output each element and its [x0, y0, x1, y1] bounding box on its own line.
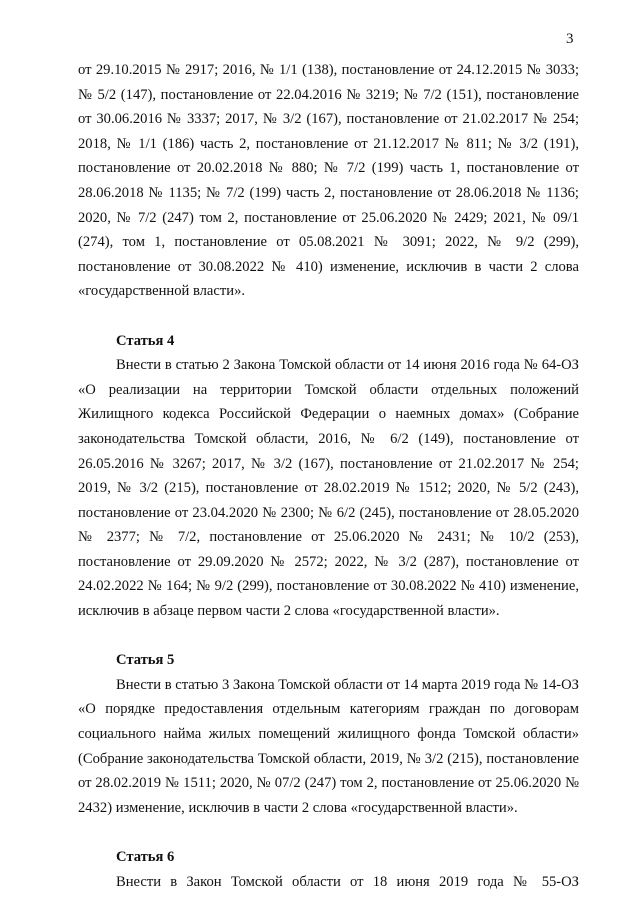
document-body — [78, 58, 579, 894]
paragraph-continuation: от 29.10.2015 № 2917; 2016, № 1/1 (138), постановление от 24.12.2015 № 3033; № 5/2 (147), постановление от 22.04.2016 № 3219; № 7/2 (151), постановление от 30.06.2016 № 3337; 2017, № 3/2 (167), постановление от 21.02.2017 № 254; 2018, № 1/1 (186) часть 2, постановление от 21.12.2017 № 811; № 3/2 (191), постановление от 20.02.2018 № 880; № 7/2 (199) часть 1, постановление от 28.06.2018 № 1135; № 7/2 (199) часть 2, постановление от 28.06.2018 № 1136; 2020, № 7/2 (247) том 2, постановление от 25.06.2020 № 2429; 2021, № 09/1 (274), том 1, постановление от 05.08.2021 № 3091; 2022, № 9/2 (299), постановление от 30.08.2022 № 410) изменение, исключив в части 2 слова «государственной власти». — [78, 62, 579, 300]
article-4-text: Внести в статью 2 Закона Томской области от 14 июня 2016 года № 64-ОЗ «О реализации на территории Томской области отдельных положений Жилищного кодекса Российской Федерации о наемных домах» (Собрание законодательства Томской области, 2016, № 6/2 (149), постановление от 26.05.2016 № 3267; 2017, № 3/2 (167), постановление от 21.02.2017 № 254; 2019, № 3/2 (215), постановление от 28.02.2019 № 1512; 2020, № 5/2 (243), постановление от 23.04.2020 № 2300; № 6/2 (245), постановление от 28.05.2020 № 2377; № 7/2, постановление от 25.06.2020 № 2431; № 10/2 (253), постановление от 29.09.2020 № 2572; 2022, № 3/2 (287), постановление от 24.02.2022 № 164; № 9/2 (299), постановление от 30.08.2022 № 410) изменение, исключив в абзаце первом части 2 слова «государственной власти». — [78, 357, 579, 620]
article-6-heading: Статья 6 — [116, 849, 175, 865]
article-5-text: Внести в статью 3 Закона Томской области от 14 марта 2019 года № 14-ОЗ «О порядке предоставления отдельным категориям граждан по договорам социального найма жилых помещений жилищного фонда Томской области» (Собрание законодательства Томской области, 2019, № 3/2 (215), постановление от 28.02.2019 № 1511; 2020, № 07/2 (247) том 2, постановление от 25.06.2020 № 2432) изменение, исключив в части 2 слова «государственной власти». — [78, 676, 579, 816]
spacer — [78, 624, 579, 649]
article-4-heading: Статья 4 — [116, 332, 175, 349]
page-number: 3 — [566, 31, 574, 47]
spacer — [78, 304, 579, 329]
article-5-heading: Статья 5 — [116, 652, 175, 669]
article-6-text: Внести в Закон Томской области от 18 июня 2019 года № 55-ОЗ — [116, 873, 579, 890]
spacer — [78, 820, 579, 845]
